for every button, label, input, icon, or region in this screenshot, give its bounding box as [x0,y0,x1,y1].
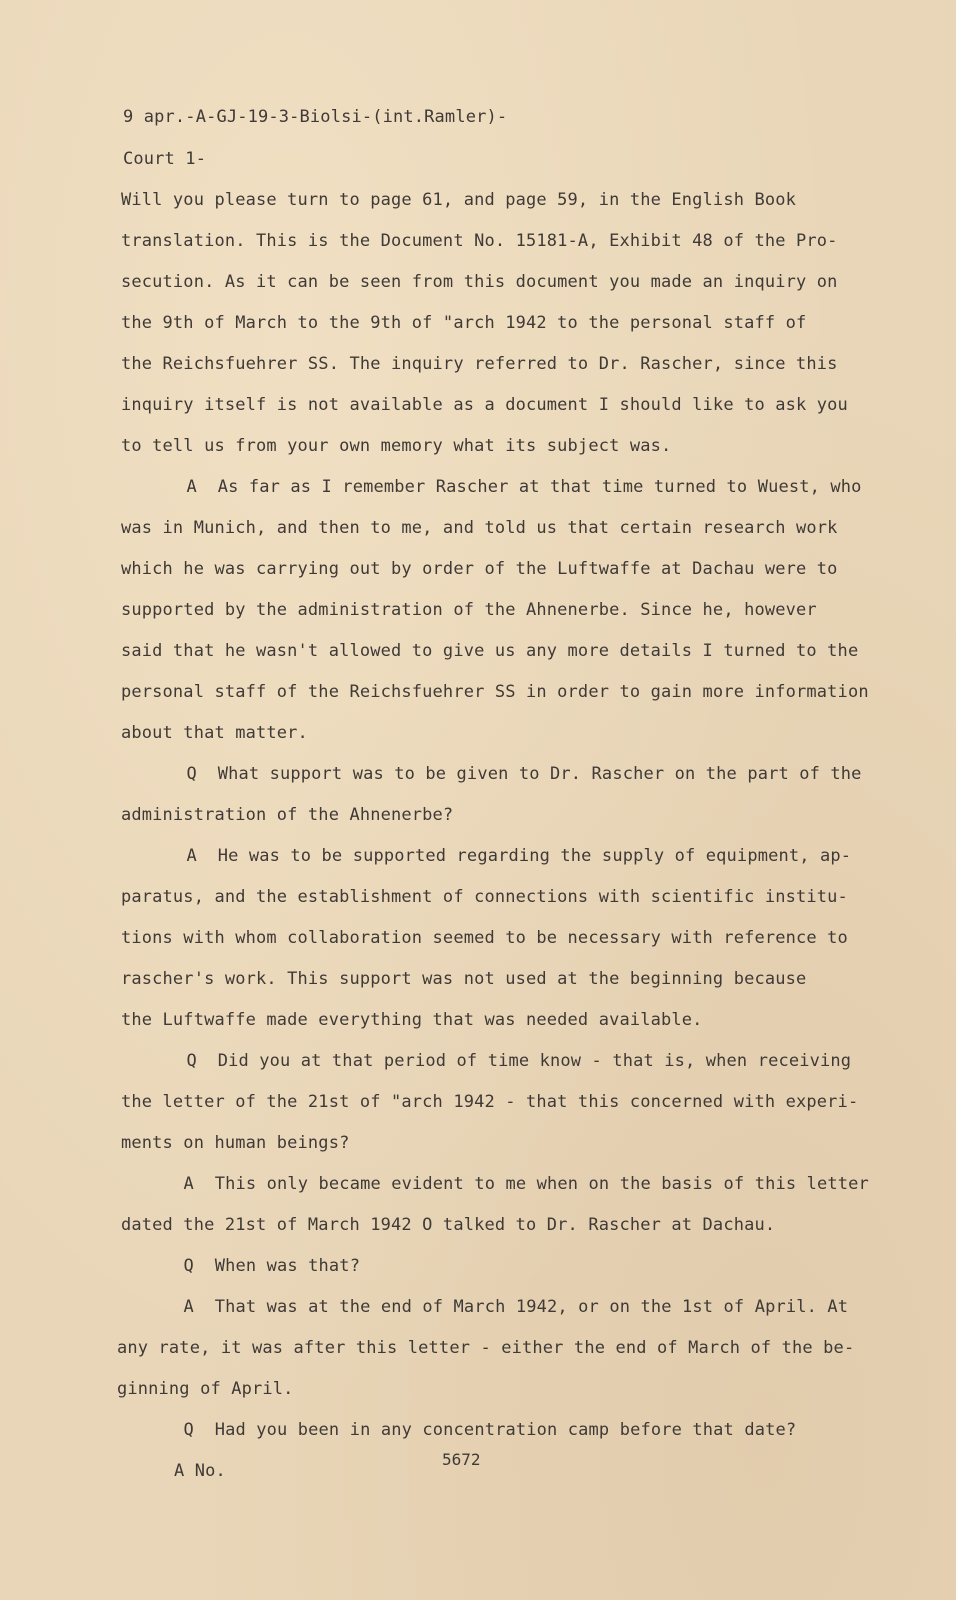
body-line: rascher's work. This support was not used at the beginning because [121,969,807,989]
body-line: the Luftwaffe made everything that was needed available. [121,1010,703,1030]
body-line: supported by the administration of the Ahnenerbe. Since he, however [121,600,817,620]
body-line: ments on human beings? [121,1133,350,1153]
body-line: any rate, it was after this letter - either the end of March of the be- [117,1338,855,1358]
court-label: Court 1- [123,149,207,169]
body-line: the letter of the 21st of "arch 1942 - that this concerned with experi- [121,1092,859,1112]
body-line: dated the 21st of March 1942 O talked to Dr. Rascher at Dachau. [121,1215,776,1235]
body-line: about that matter. [121,723,308,743]
body-line: Will you please turn to page 61, and page 59, in the English Book [121,190,797,210]
question-line: Q What support was to be given to Dr. Rascher on the part of the [145,764,862,784]
body-line: the 9th of March to the 9th of "arch 1942 to the personal staff of [121,313,807,333]
body-line: said that he wasn't allowed to give us any more details I turned to the [121,641,859,661]
body-line: to tell us from your own memory what its subject was. [121,436,672,456]
body-line: which he was carrying out by order of the Luftwaffe at Dachau were to [121,559,838,579]
question-line: Q Did you at that period of time know - that is, when receiving [145,1051,852,1071]
answer-line: A No. [174,1461,226,1481]
body-line: personal staff of the Reichsfuehrer SS in order to gain more information [121,682,869,702]
body-line: paratus, and the establishment of connections with scientific institu- [121,887,848,907]
question-line: Q When was that? [142,1256,361,1276]
document-header: 9 apr.-A-GJ-19-3-Biolsi-(int.Ramler)- [123,107,508,127]
body-line: translation. This is the Document No. 15181-A, Exhibit 48 of the Pro- [121,231,838,251]
body-line: tions with whom collaboration seemed to be necessary with reference to [121,928,848,948]
body-line: the Reichsfuehrer SS. The inquiry referred to Dr. Rascher, since this [121,354,838,374]
body-line: ginning of April. [117,1379,294,1399]
answer-line: A As far as I remember Rascher at that time turned to Wuest, who [145,477,862,497]
body-line: secution. As it can be seen from this document you made an inquiry on [121,272,838,292]
answer-line: A He was to be supported regarding the supply of equipment, ap- [145,846,852,866]
answer-line: A That was at the end of March 1942, or on the 1st of April. At [142,1297,849,1317]
page-number: 5672 [442,1450,481,1469]
body-line: inquiry itself is not available as a document I should like to ask you [121,395,848,415]
body-line: administration of the Ahnenerbe? [121,805,454,825]
answer-line: A This only became evident to me when on the basis of this letter [142,1174,869,1194]
question-line: Q Had you been in any concentration camp before that date? [142,1420,797,1440]
body-line: was in Munich, and then to me, and told us that certain research work [121,518,838,538]
